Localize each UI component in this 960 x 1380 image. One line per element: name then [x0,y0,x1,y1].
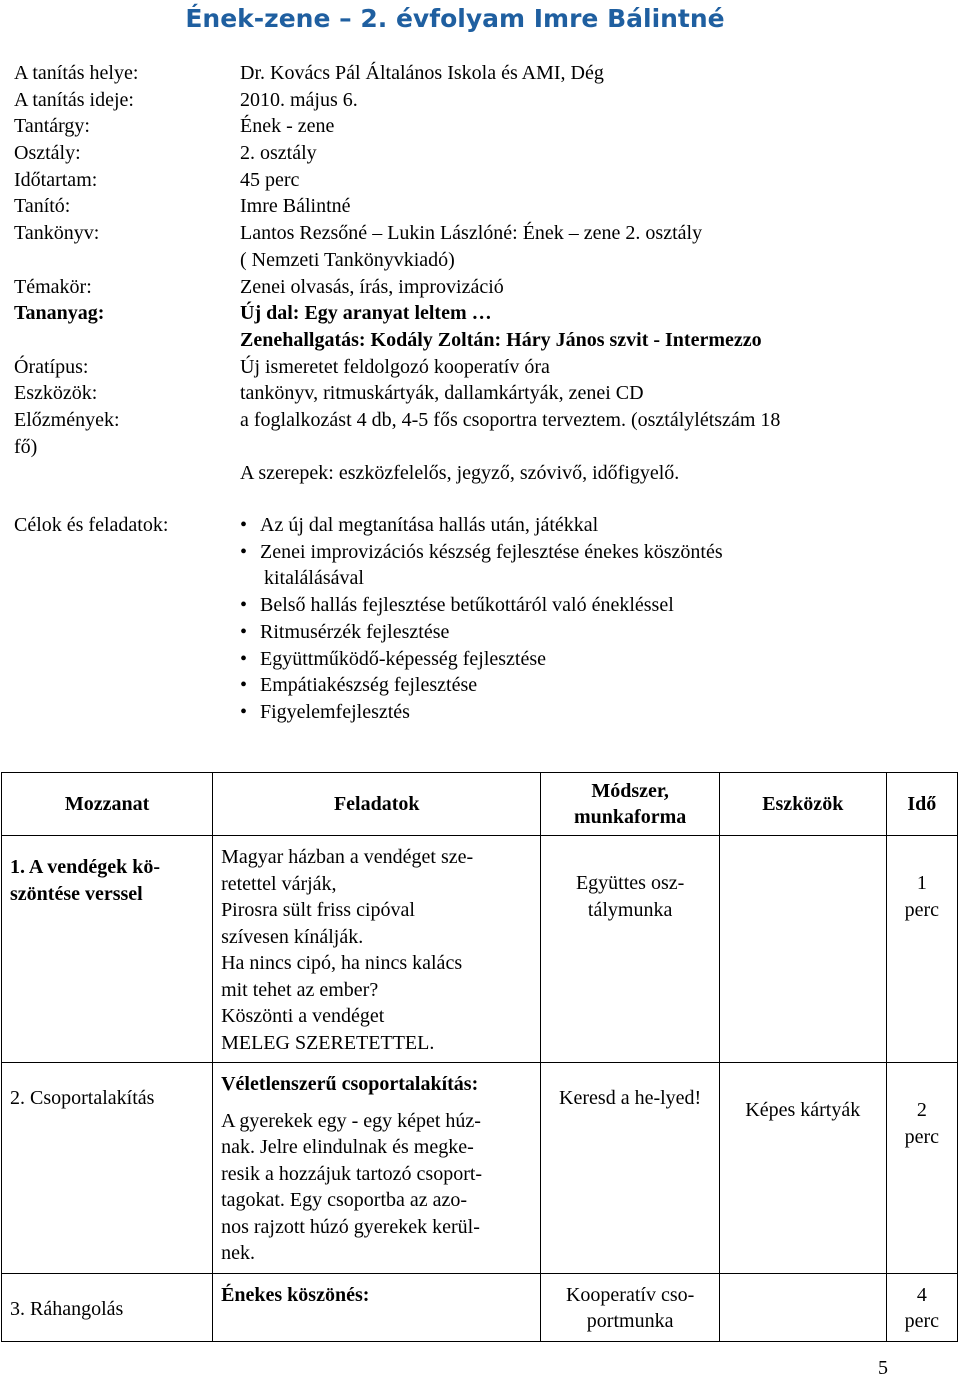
info-row [14,407,780,434]
task-line: tagokat. Egy csoportba az azo- [221,1189,468,1211]
info-row [14,380,780,407]
info-row [14,193,780,220]
info-row [14,113,780,140]
task-line: nak. Jelre elindulnak és megke- [221,1136,474,1158]
info-row [14,300,780,327]
task-line: Köszönti a vendéget [221,1005,385,1027]
lesson-info [14,60,780,487]
task-heading: Énekes köszönés: [213,1273,541,1341]
column-header: Módszer, munkaforma [541,773,719,836]
info-label: fő) [14,435,38,458]
info-value: Lantos Rezsőné – Lukin Lászlóné: Ének – zene 2. osztály [240,222,703,245]
tools-cell [719,1273,886,1341]
list-item: • Az új dal megtanítása hallás után, játékkal [240,512,940,539]
column-header: Mozzanat [2,773,213,836]
list-item [240,539,940,592]
goals-section [14,512,723,723]
method-cell: Kooperatív cso-portmunka [541,1273,719,1341]
time-value: 2 [916,1099,927,1121]
info-label: Osztály: [14,142,81,165]
info-row [14,460,780,487]
info-row [14,434,780,461]
info-label [14,247,240,274]
goal-text-continuation: kitalálásával [264,567,364,590]
task-line: Pirosra sült friss cipóval [221,899,415,921]
info-value: 45 perc [240,168,300,191]
phase-cell: 3. Ráhangolás [2,1273,213,1341]
task-line: szívesen kínálják. [221,925,364,948]
goals-label: Célok és feladatok: [14,514,169,536]
info-value: Új dal: Egy aranyat leltem … [240,302,492,325]
info-row [14,354,780,381]
column-header: Feladatok [213,773,541,836]
info-label: Tanító: [14,195,71,218]
task-line: retettel várják, [221,872,337,895]
info-row [14,140,780,167]
info-row [14,274,780,301]
table-row [2,1273,958,1341]
phase-cell: 1. A vendégek kö-szöntése verssel [2,836,213,1063]
info-label: Eszközök: [14,382,98,405]
task-line: nos rajzott húzó gyerekek kerül- [221,1215,480,1238]
method-cell: Együttes osz-tálymunka [541,836,719,1063]
info-value: 2010. május 6. [240,88,358,111]
task-heading: Véletlenszerű csoportalakítás: [221,1073,479,1095]
method-cell: Keresd a he-lyed! [541,1063,719,1274]
table-row [2,1063,958,1274]
info-row [14,327,780,354]
page-number: 5 [878,1357,888,1379]
tasks-cell [213,836,541,1063]
info-row [14,247,780,274]
info-value: Zenehallgatás: Kodály Zoltán: Háry János szvit - Intermezzo [240,328,762,351]
info-label: Időtartam: [14,168,98,191]
task-line: nek. [221,1242,255,1264]
document-title: Ének-zene – 2. évfolyam Imre Bálintné [185,4,725,33]
list-item: • Empátiakészség fejlesztése [240,672,940,699]
info-label: Tananyag: [14,302,105,325]
task-line: resik a hozzájuk tartozó csoport- [221,1162,483,1185]
info-value: tankönyv, ritmuskártyák, dallamkártyák, zenei CD [240,382,644,405]
time-unit: perc [904,1310,940,1332]
info-label: Óratípus: [14,355,89,378]
list-item: • Ritmusérzék fejlesztése [240,619,940,646]
tools-cell [719,836,886,1063]
goal-text: Zenei improvizációs készség fejlesztése énekes köszöntés [260,540,723,563]
column-header: Idő [886,773,957,836]
info-label: Előzmények: [14,408,120,431]
list-item: • Figyelemfejlesztés [240,699,940,726]
table-header-row [2,773,958,836]
info-label: A tanítás ideje: [14,88,134,111]
info-label: Tankönyv: [14,222,100,245]
time-cell [886,836,957,1063]
info-label [14,460,240,487]
list-item: • Belső hallás fejlesztése betűkottáról való énekléssel [240,592,940,619]
goals-list [240,512,940,726]
info-row [14,220,780,247]
info-value: Imre Bálintné [240,195,351,218]
info-label: A tanítás helye: [14,62,139,84]
info-label: Tantárgy: [14,115,90,138]
time-unit: perc [904,898,940,921]
phase-cell: 2. Csoportalakítás [2,1063,213,1274]
info-value: a foglalkozást 4 db, 4-5 fős csoportra terveztem. (osztálylétszám 18 [240,408,781,431]
info-label: Témakör: [14,275,92,298]
time-cell [886,1273,957,1341]
info-label [14,327,240,354]
task-line: Magyar házban a vendéget sze- [221,846,474,868]
tools-cell: Képes kártyák [719,1063,886,1274]
info-row [14,87,780,114]
time-value: 1 [916,872,927,894]
table-row [2,836,958,1063]
info-value: A szerepek: eszközfelelős, jegyző, szóvivő, időfigyelő. [240,462,680,485]
info-row [14,60,780,87]
info-value: Zenei olvasás, írás, improvizáció [240,275,504,298]
info-row [14,167,780,194]
task-line: Ha nincs cipó, ha nincs kalács [221,952,463,974]
list-item: • Együttműködő-képesség fejlesztése [240,646,940,673]
info-value: Ének - zene [240,115,335,138]
info-value: Dr. Kovács Pál Általános Iskola és AMI, Dég [240,62,604,84]
time-value: 4 [916,1283,927,1306]
info-value: Új ismeretet feldolgozó kooperatív óra [240,355,550,378]
lesson-plan-table [1,772,958,1342]
task-line: mit tehet az ember? [221,978,379,1001]
task-line: A gyerekek egy - egy képet húz- [221,1109,481,1132]
info-value: ( Nemzeti Tankönyvkiadó) [240,248,455,271]
task-line: MELEG SZERETETTEL. [221,1031,435,1054]
column-header: Eszközök [719,773,886,836]
time-cell [886,1063,957,1274]
info-value: 2. osztály [240,142,317,165]
tasks-cell [213,1063,541,1274]
time-unit: perc [904,1125,940,1148]
